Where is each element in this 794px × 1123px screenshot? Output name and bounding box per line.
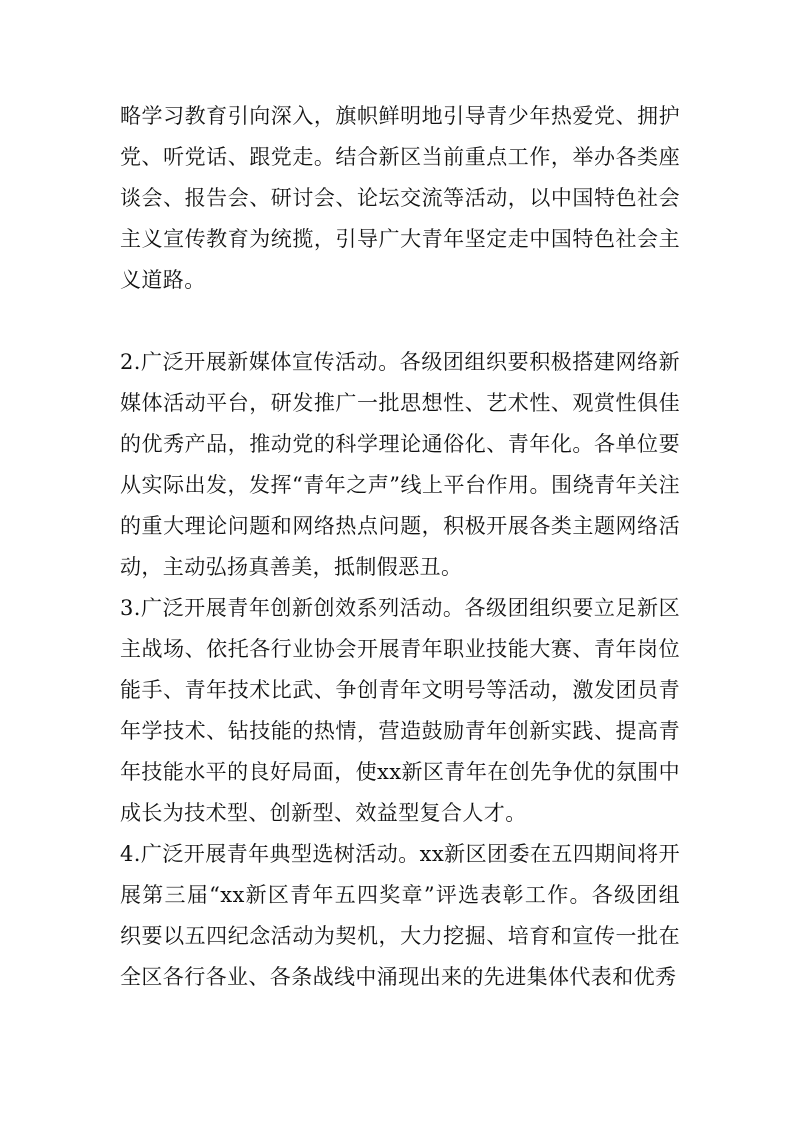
paragraph-continuation: 略学习教育引向深入，旗帜鲜明地引导青少年热爱党、拥护党、听党话、跟党走。结合新区当前重点工作，举办各类座谈会、报告会、研讨会、论坛交流等活动，以中国特色社会主义宣传教育为统揽，引导广大青年坚定走中国特色社会主义道路。 [120, 104, 680, 292]
text-block-items [120, 342, 680, 998]
text-block-top [120, 96, 680, 301]
list-item-4: 4.广泛开展青年典型选树活动。xx新区团委在五四期间将开展第三届“xx新区青年五四奖章”评选表彰工作。各级团组织要以五四纪念活动为契机，大力挖掘、培育和宣传一批在全区各行各业、各条战线中涌现出来的先进集体代表和优秀 [120, 842, 680, 989]
list-item-3: 3.广泛开展青年创新创效系列活动。各级团组织要立足新区主战场、依托各行业协会开展青年职业技能大赛、青年岗位能手、青年技术比武、争创青年文明号等活动，激发团员青年学技术、钻技能的热情，营造鼓励青年创新实践、提高青年技能水平的良好局面，使xx新区青年在创先争优的氛围中成长为技术型、创新型、效益型复合人才。 [120, 596, 680, 825]
list-item-2: 2.广泛开展新媒体宣传活动。各级团组织要积极搭建网络新媒体活动平台，研发推广一批思想性、艺术性、观赏性俱佳的优秀产品，推动党的科学理论通俗化、青年化。各单位要从实际出发，发挥“青年之声”线上平台作用。围绕青年关注的重大理论问题和网络热点问题，积极开展各类主题网络活动，主动弘扬真善美，抵制假恶丑。 [120, 350, 680, 579]
